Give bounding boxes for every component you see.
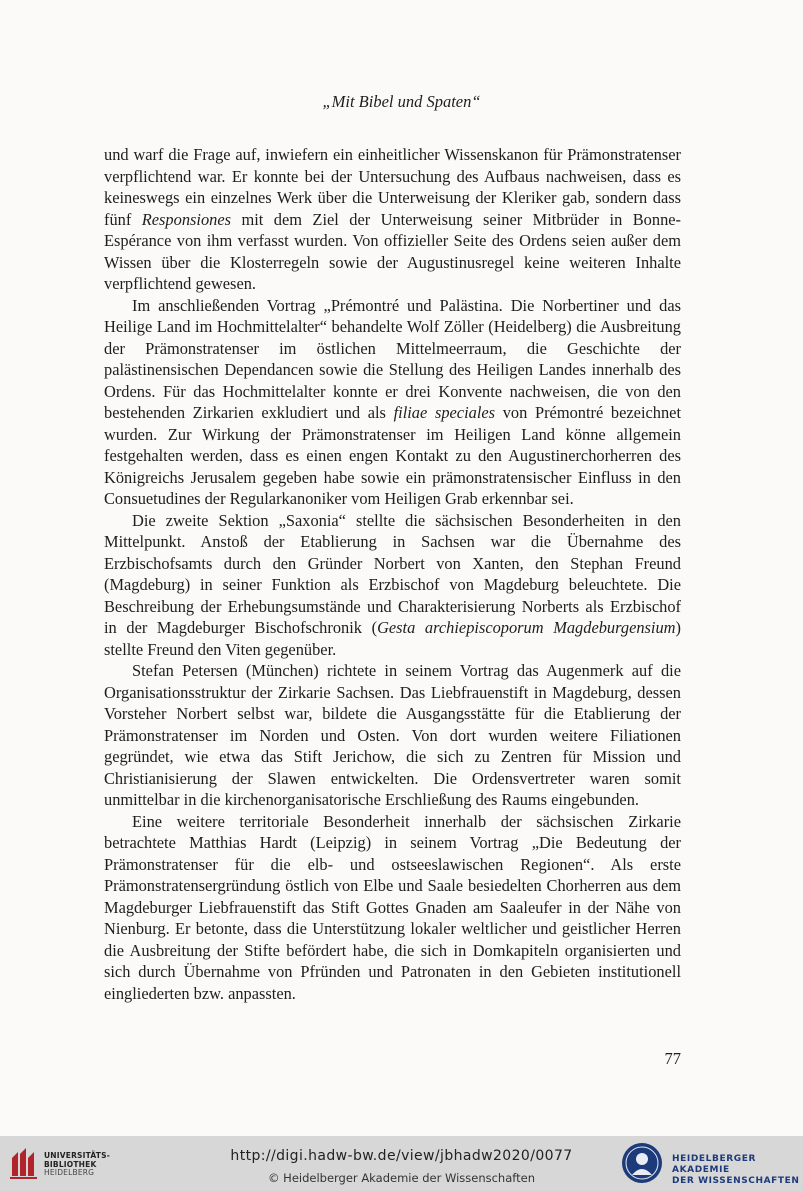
ub-logo-line: BIBLIOTHEK <box>44 1159 97 1169</box>
paragraph: und warf die Frage auf, inwiefern ein einheitlicher Wissenskanon für Prämonstratenser verpflichtend war. Er konnte bei der Untersuchung des Aufbaus nachweisen, dass es keineswegs ein einzelnes Werk über die Unterweisung der Kleriker gab, sondern dass fünf Responsiones mit dem Ziel der Unterweisung seiner Mitbrüder in Bonne-Espérance von ihm verfasst wurden. Von offizieller Seite des Ordens seien außer dem Wissen über die Klosterregeln sowie der Augustinusregel keine weiteren Inhalte verpflichtend gewesen. <box>104 145 682 293</box>
academy-seal-icon <box>620 1141 664 1185</box>
permalink-url[interactable]: http://digi.hadw-bw.de/view/jbhadw2020/0077 <box>230 1148 573 1164</box>
copyright-notice: © Heidelberger Akademie der Wissenschaften <box>268 1171 535 1185</box>
ub-logo-line: HEIDELBERG <box>44 1168 95 1177</box>
running-head: „Mit Bibel und Spaten“ <box>322 92 481 111</box>
hadw-logo-line: DER WISSENSCHAFTEN <box>672 1176 800 1186</box>
paragraph: Stefan Petersen (München) richtete in seinem Vortrag das Augenmerk auf die Organisationsstruktur der Zirkarie Sachsen. Das Liebfrauenstift in Magdeburg, dessen Vorsteher Norbert selbst war, bildete die Ausgangsstätte für die Etablierung der Prämonstratenser im Norden und Osten. Von dort wurden weitere Filiationen gegründet, wie etwa das Stift Jerichow, die sich zu Zentren für Mission und Christianisierung der Slawen entwickelten. Die Ordensvertreter waren somit unmittelbar in die kirchenorganisatorische Erschließung des Raums eingebunden. <box>104 661 681 809</box>
paragraph: Eine weitere territoriale Besonderheit innerhalb der sächsischen Zirkarie betrachtete Matthias Hardt (Leipzig) in seinem Vortrag „Die Bedeutung der Prämonstratenser für die elb- und ostseeslawischen Regionen“. Als erste Prämonstratensergründung östlich von Elbe und Saale besiedelten Chorherren aus dem Magdeburger Liebfrauenstift das Stift Gottes Gnaden am Saaleufer in der Nähe von Nienburg. Er betonte, dass die Unterstützung lokaler weltlicher und geistlicher Herren die Ausbreitung der Stifte befördert habe, die sich in Domkapiteln organisierten und sich durch Übernahme von Pfründen und Patronaten in den Gebieten institutionell eingliederten bzw. anpassten. <box>104 811 681 1003</box>
body-text <box>104 144 681 1004</box>
footer-bar <box>0 1136 803 1191</box>
paragraph: Die zweite Sektion „Saxonia“ stellte die sächsischen Besonderheiten in den Mittelpunkt. Anstoß der Etablierung in Sachsen war die Übernahme des Erzbischofsamts durch den Gründer Norbert von Xanten, den Stephan Freund (Magdeburg) in seiner Funktion als Erzbischof von Magdeburg beleuchtete. Die Beschreibung der Erhebungsumstände und Charakterisierung Norberts als Erzbischof in der Magdeburger Bischofschronik (Gesta archiepiscoporum Magdeburgensium) stellte Freund den Viten gegenüber. <box>104 510 681 659</box>
page-number: 77 <box>664 1049 681 1068</box>
hadw-logo-line: HEIDELBERGER AKADEMIE <box>672 1154 756 1175</box>
hadw-logo[interactable] <box>620 1141 800 1187</box>
ub-logo-line: UNIVERSITÄTS- <box>44 1151 111 1160</box>
paragraph: Im anschließenden Vortrag „Prémontré und Palästina. Die Norbertiner und das Heilige Land im Hochmittelalter“ behandelte Wolf Zöller (Heidelberg) die Ausbreitung der Prämonstratenser im östlichen Mittelmeerraum, die Geschichte der palästinensischen Dependancen sowie die Stellung des Heiligen Landes innerhalb des Ordens. Für das Hochmittelalter konnte er drei Konvente nachweisen, die von den bestehenden Zirkarien exkludiert und als filiae speciales von Prémontré bezeichnet wurden. Zur Wirkung der Prämonstratenser im Heiligen Land könne allgemein festgehalten werden, dass es einen engen Kontakt zu den Augustinerchorherren des Königreichs Jerusalem gegeben habe sowie ein prämonstratensischer Einfluss in den Consuetudines der Regularkanoniker vom Heiligen Grab erkennbar sei. <box>104 295 681 508</box>
